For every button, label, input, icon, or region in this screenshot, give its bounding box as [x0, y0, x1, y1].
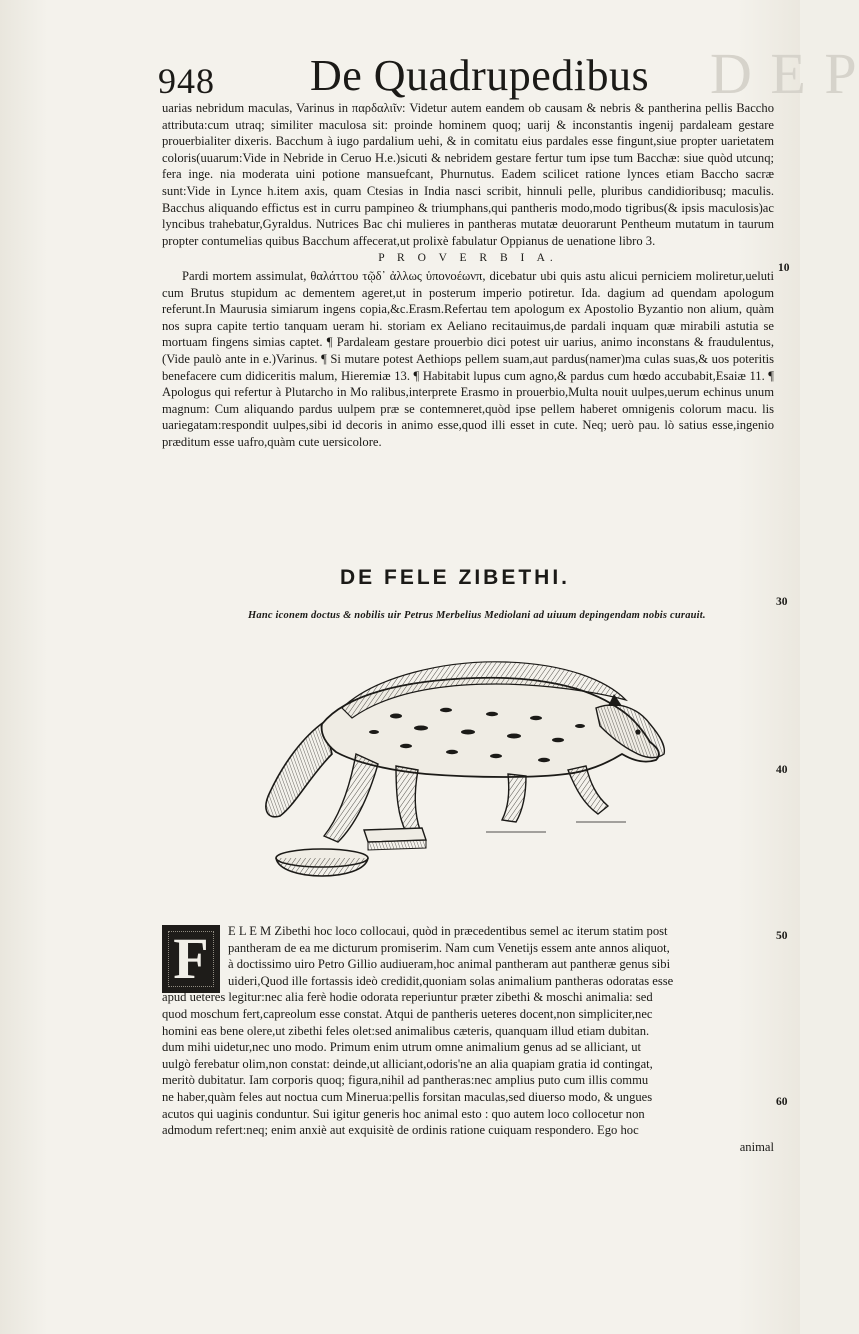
text-line: pantheram de ea me dicturum promiserim. Nam cum Venetijs essem ante annos aliquot,	[228, 940, 670, 955]
margin-number-40: 40	[776, 764, 788, 776]
paragraph-proverbs: Pardi mortem assimulat, θαλάττου τῷδ᾽ ἀλλως ὑπονοέωνπ, dicebatur ubi quis astu alicui perniciem moliretur,ueluti cum Brutus stupidum ac dementem ageret,ut in posterum imperio potiretur. Ida. dagium ad quendam apologum referunt.In Maurusia simiarum ingens copia,&c.Erasm.Refertau tem apologum ex Apostolio Byzantio non alium, quàm nos supra capite tertio tanquam ueram hi. storiam ex Aeliano recitauimus,de pardali inquam quæ mirabili astutia se mortuam fingens simias captet. ¶ Pardaleam gestare prouerbio dici potest uir uarius, animo inconstans & fraudulentus, (Vide paulò ante in e.)Varinus. ¶ Si mutare potest Aethiops pellem suam,aut pardus(namer)ma culas suas,& uos poteritis benefacere cum didiceritis malum, Hieremiæ 13. ¶ Habitabit lupus cum agno,& pardus cum hœdo accubabit,Esaiæ 11. ¶ Apologus qui refertur à Plutarcho in Mo ralibus,interprete Erasmo in prouerbio,Multa nouit uulpes,uerum echinus unum magnum: Cum aliquando pardus uulpem præ se contemneret,quòd ipse pellem haberet omnigenis colorum macu. lis uariegatam:respondit uulpes,sibi id decoris in animo esse,quod illi esset in cute. Neq; uerò pau. lò satius esse,ingenio præditum esse uafro,quàm cute uersicolore.	[162, 268, 774, 449]
text-line: quod moschum fert,capreolum esse constat. Atqui de pantheris ueteres docent,non simpliciter,nec	[162, 1006, 653, 1021]
text-line: E L E M Zibethi hoc loco collocaui, quòd in præcedentibus semel ac iterum statim post	[228, 924, 668, 938]
page-header	[158, 50, 748, 102]
civet-woodcut-illustration	[246, 636, 676, 898]
page-number: 948	[158, 61, 215, 101]
margin-number-60: 60	[776, 1096, 788, 1108]
zibethi-text-block	[162, 923, 774, 1155]
text-line: uulgò ferebatur olim,non constat: deinde,ut alliciant,odoris'ne an alia quapiam gratia id contingat,	[162, 1056, 653, 1071]
text-line: apud ueteres legitur:nec alia ferè hodie odorata reperiuntur præter zibethi & moschi animalia: sed	[162, 990, 653, 1005]
bleed-through-text: D E P	[710, 41, 859, 106]
text-line-catchword: animal	[739, 1139, 774, 1154]
proverbia-heading: P R O V E R B I A.	[378, 252, 558, 265]
decorated-initial-letter: F	[162, 925, 220, 993]
margin-number-10: 10	[778, 262, 790, 274]
text-line: acutos qui uaginis conduntur. Sui igitur generis hoc animal esto : quo autem loco collocetur non	[162, 1106, 645, 1121]
margin-number-50: 50	[776, 930, 788, 942]
text-line: meritò dubitatur. Iam corporis quoq; figura,nihil ad pantheras:nec amplius puto cum illis commu	[162, 1073, 649, 1088]
image-caption: Hanc iconem doctus & nobilis uir Petrus Merbelius Mediolani ad uiuum depingendam nobis curauit.	[248, 610, 706, 621]
margin-number-30: 30	[776, 596, 788, 608]
text-line: admodum refert:neq; enim anxiè aut exquisitè de ordinis ratione cuiquam respondero. Ego hoc	[162, 1123, 639, 1138]
text-line: dum mihi uidetur,nec uno modo. Primum enim utrum omne animalium genus ad se alliciant, ut	[162, 1040, 642, 1055]
text-line: à doctissimo uiro Petro Gillio audiueram,hoc animal pantheram aut pantheræ genus sibi	[228, 957, 671, 972]
text-line: uideri,Quod ille fortassis ideò credidit,quoniam solas animalium pantheras odoratas esse	[228, 973, 674, 988]
section-title: DE FELE ZIBETHI.	[340, 566, 571, 589]
running-title: De Quadrupedibus	[310, 51, 650, 100]
text-line: ne haber,quàm feles aut noctua cum Minerua:pellis forsitan maculas,sed diuerso modo, & ungues	[162, 1089, 653, 1104]
text-line: homini eas bene olere,ut zibethi feles olet:sed animalibus cæteris, quanquam illud etiam dubitan.	[162, 1023, 650, 1038]
main-text-block	[162, 100, 774, 450]
paragraph-bacchus: uarias nebridum maculas, Varinus in παρδαλιῖν: Videtur autem eandem ob causam & nebris & pantherina pellis Baccho attributa:cum utraq; similiter maculosa sit: proinde hominem quoq; uarij & inconstantis ingenij pardaleam gestare prouerbialiter dixeris. Bacchum à iugo pardalium uehi, & in comitatu eius pardales esse fingunt,siue propter uarietatem coloris(uuarum:Vide in Nebride in Ceruo H.e.)sicuti & nebridem gestare fertur tum ipse tum Bacchæ: siue quòd utcunq; fera inge. nia moderata uini potione mansuefcant, Phurnutus. Eadem scilicet ratione lynces etiam Baccho sacræ sunt:Vide in Lynce h.item axis, quam Ctesias in India nasci scribit, hinnuli pelle, pluribus candidioribusq; maculis. Bacchus aliquando effictus est in curru pampineo & triumphans,qui pantheris modo,modo tigribus(& ipsis maculosis)ac lyncibus trahebatur,Gyraldus. Nutrices Bac chi mulieres in pantheras mutatæ deuorarunt Pentheum mutatum in taurum propter contumelias quibus Bacchum affecerat,ut prolixè fabulatur Oppianus de uenatione libro 3.	[162, 101, 774, 248]
